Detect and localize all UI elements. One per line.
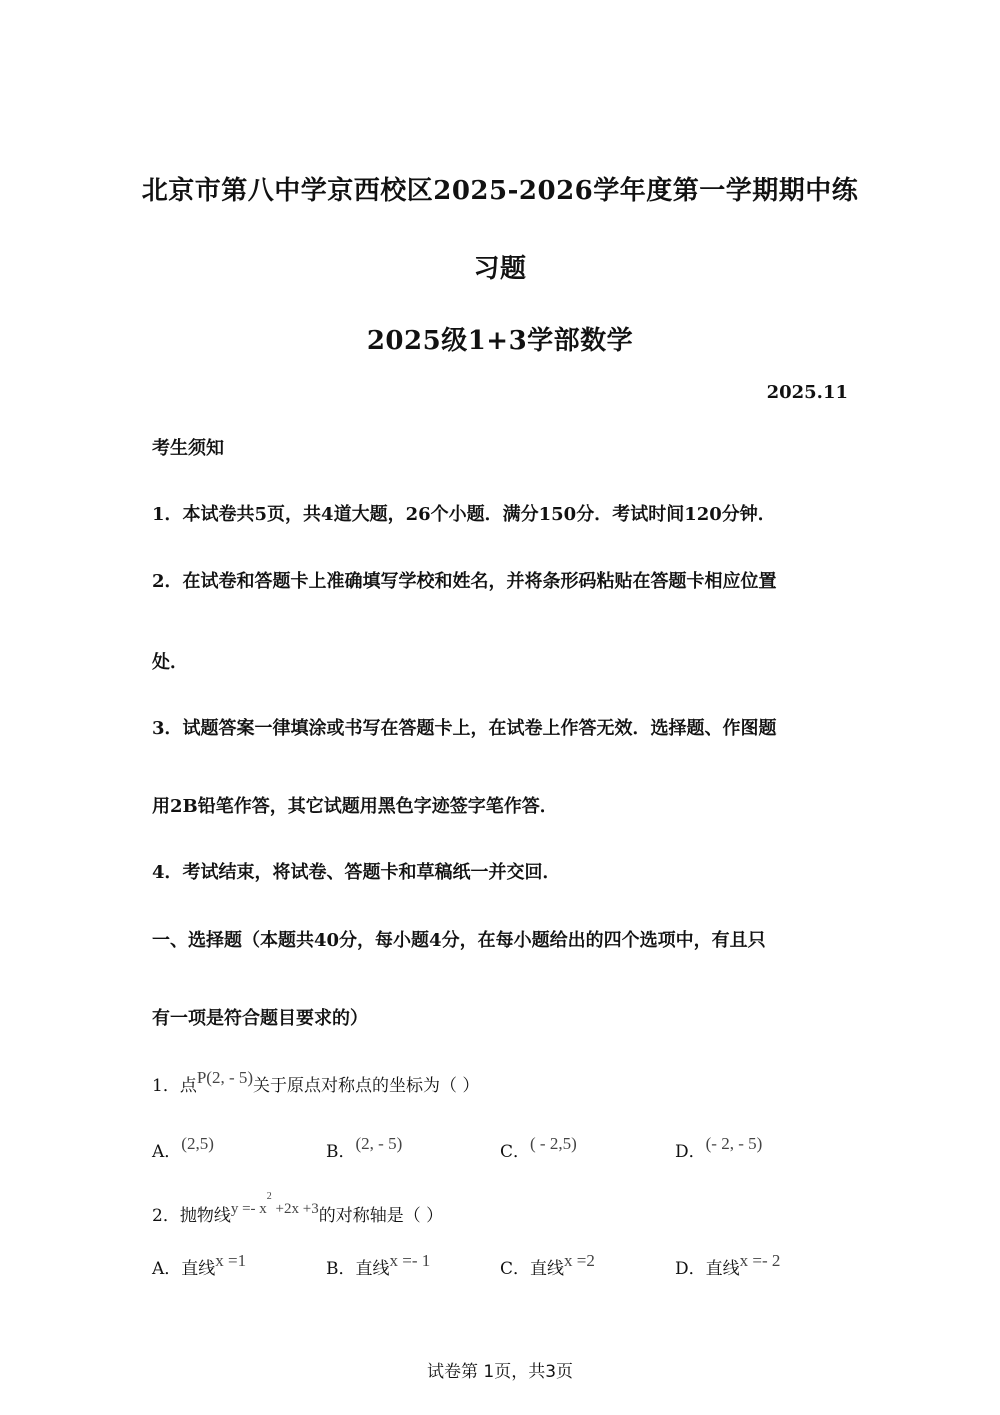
- option-label: B．: [326, 1142, 356, 1162]
- option-math: x =- 1: [389, 1251, 431, 1270]
- option-math: x =- 2: [739, 1251, 781, 1270]
- option-text: 直线: [181, 1259, 216, 1279]
- notice-heading: 考生须知: [152, 438, 224, 459]
- question-2-math: [230, 1191, 319, 1217]
- page-title-line1: 北京市第八中学京西校区2025-2026学年度第一学期期中练: [141, 176, 859, 206]
- notice-item-3: 3．试题答案一律填涂或书写在答题卡上，在试卷上作答无效．选择题、作图题: [152, 718, 777, 739]
- option-label: D．: [675, 1142, 706, 1162]
- option-text: 直线: [355, 1259, 390, 1279]
- question-2-option-b[interactable]: [326, 1251, 431, 1279]
- page-subtitle: 2025级1+3学部数学: [366, 326, 634, 356]
- question-1-prefix: 1．点: [152, 1076, 197, 1096]
- option-text: 直线: [705, 1259, 740, 1279]
- question-1-option-b[interactable]: [326, 1134, 403, 1162]
- question-1-option-c[interactable]: [500, 1134, 577, 1162]
- section1-heading-line2: 有一项是符合题目要求的）: [152, 1008, 368, 1029]
- option-label: A．: [152, 1259, 182, 1279]
- question-2: [152, 1191, 444, 1226]
- question-2-option-c[interactable]: [500, 1251, 595, 1279]
- notice-item-1: 1．本试卷共5页，共4道大题，26个小题．满分150分．考试时间120分钟．: [152, 504, 776, 525]
- option-math: (- 2, - 5): [705, 1134, 763, 1153]
- notice-item-2-cont: 处．: [152, 652, 188, 673]
- option-math: (2,5): [181, 1134, 214, 1153]
- page-footer: 试卷第 1页，共3页: [426, 1362, 574, 1382]
- question-2-math-part: +2x +3: [271, 1201, 319, 1217]
- question-2-prefix: 2．抛物线: [152, 1206, 231, 1226]
- option-label: A．: [152, 1142, 182, 1162]
- question-1-math: P(2, - 5): [196, 1068, 254, 1087]
- question-1-option-d[interactable]: [675, 1134, 763, 1162]
- question-2-math-part: y =- x: [230, 1201, 267, 1217]
- notice-item-4: 4．考试结束，将试卷、答题卡和草稿纸一并交回．: [152, 862, 561, 883]
- option-math: ( - 2,5): [530, 1134, 577, 1153]
- notice-item-3-cont: 用2B铅笔作答，其它试题用黑色字迹签字笔作答．: [152, 796, 558, 817]
- question-1-option-a[interactable]: [152, 1134, 214, 1162]
- question-2-option-d[interactable]: [675, 1251, 781, 1279]
- question-2-math-exponent: 2: [266, 1191, 272, 1202]
- option-math: x =2: [564, 1251, 595, 1270]
- question-2-suffix: 的对称轴是（ ）: [318, 1206, 444, 1226]
- exam-date: 2025.11: [766, 382, 848, 403]
- question-1: [152, 1068, 480, 1096]
- option-label: B．: [326, 1259, 356, 1279]
- option-math: (2, - 5): [355, 1134, 403, 1153]
- option-label: D．: [675, 1259, 706, 1279]
- question-2-option-a[interactable]: [152, 1251, 247, 1279]
- notice-item-2: 2．在试卷和答题卡上准确填写学校和姓名，并将条形码粘贴在答题卡相应位置: [152, 571, 777, 592]
- option-label: C．: [500, 1142, 531, 1162]
- option-text: 直线: [530, 1259, 565, 1279]
- option-math: x =1: [215, 1251, 247, 1270]
- section1-heading-line1: 一、选择题（本题共40分，每小题4分，在每小题给出的四个选项中，有且只: [152, 930, 766, 951]
- question-1-suffix: 关于原点对称点的坐标为（ ）: [253, 1076, 480, 1096]
- option-label: C．: [500, 1259, 531, 1279]
- page-title-line2: 习题: [473, 254, 527, 284]
